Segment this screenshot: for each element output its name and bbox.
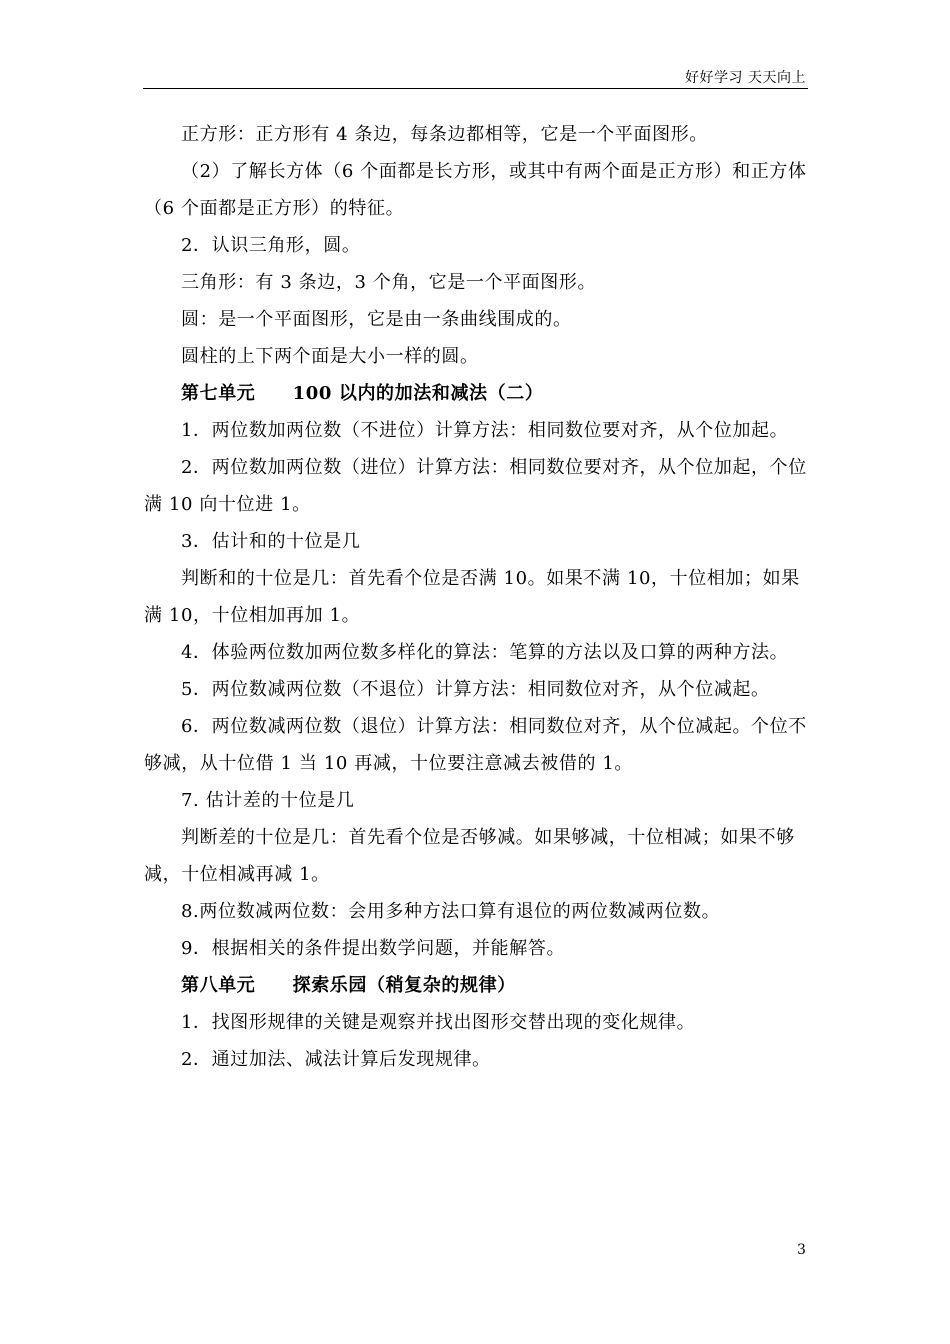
paragraph-triangle-circle-heading: 2．认识三角形，圆。: [181, 235, 361, 256]
paragraph-estimate-sum: 3．估计和的十位是几: [181, 531, 361, 552]
paragraph-judge-difference: 判断差的十位是几：首先看个位是否够减。如果够减，十位相减；如果不够减，十位相减再减 1。: [144, 827, 795, 885]
paragraph-sub-borrow: 6．两位数减两位数（退位）计算方法：相同数位对齐，从个位减起。个位不够减，从十位借 1 当 10 再减，十位要注意减去被借的 1。: [144, 716, 807, 774]
paragraph-estimate-difference: 7. 估计差的十位是几: [181, 790, 355, 811]
paragraph-triangle: 三角形：有 3 条边，3 个角，它是一个平面图形。: [181, 272, 597, 293]
paragraph-diverse-methods: 4．体验两位数加两位数多样化的算法：笔算的方法以及口算的两种方法。: [181, 642, 789, 663]
paragraph-pattern-shapes: 1．找图形规律的关键是观察并找出图形交替出现的变化规律。: [181, 1012, 696, 1033]
document-body: [144, 116, 808, 1078]
paragraph-cuboid-cube: （2）了解长方体（6 个面都是长方形，或其中有两个面是正方形）和正方体（6 个面都是正方形）的特征。: [144, 161, 807, 219]
paragraph-sub-no-borrow: 5．两位数减两位数（不退位）计算方法：相同数位对齐，从个位减起。: [181, 679, 770, 700]
paragraph-square: 正方形：正方形有 4 条边，每条边都相等，它是一个平面图形。: [181, 124, 708, 145]
paragraph-pattern-calculation: 2．通过加法、减法计算后发现规律。: [181, 1049, 491, 1070]
header-rule: [143, 88, 808, 89]
paragraph-add-no-carry: 1．两位数加两位数（不进位）计算方法：相同数位要对齐，从个位加起。: [181, 420, 789, 441]
page-number: 3: [797, 1242, 806, 1258]
paragraph-add-carry: 2．两位数加两位数（进位）计算方法：相同数位要对齐，从个位加起，个位满 10 向十位进 1。: [144, 457, 807, 515]
paragraph-mental-subtraction: 8.两位数减两位数：会用多种方法口算有退位的两位数减两位数。: [181, 901, 721, 922]
paragraph-cylinder: 圆柱的上下两个面是大小一样的圆。: [181, 346, 479, 367]
paragraph-judge-sum: 判断和的十位是几：首先看个位是否满 10。如果不满 10，十位相加；如果满 10，十位相加再加 1。: [144, 568, 800, 626]
paragraph-circle: 圆：是一个平面图形，它是由一条曲线围成的。: [181, 309, 572, 330]
paragraph-word-problems: 9．根据相关的条件提出数学问题，并能解答。: [181, 938, 566, 959]
unit-eight-heading: 第八单元 探索乐园（稍复杂的规律）: [181, 975, 516, 996]
header-motto: 好好学习 天天向上: [685, 70, 806, 86]
unit-seven-heading: 第七单元 100 以内的加法和减法（二）: [181, 383, 544, 404]
